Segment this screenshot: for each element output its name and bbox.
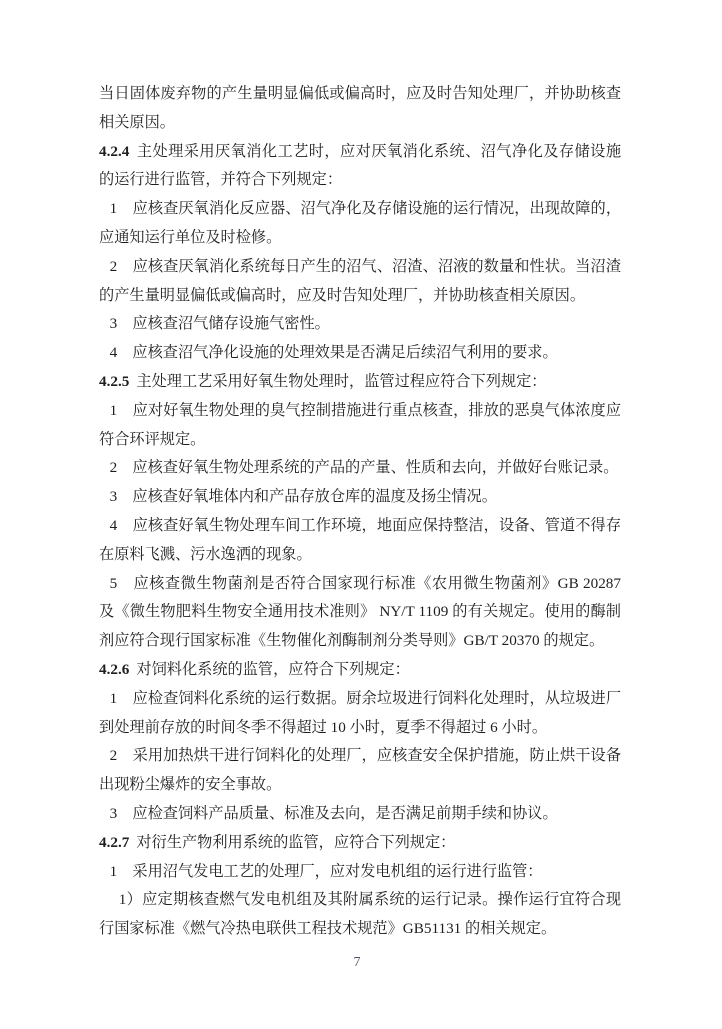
paragraph-text: 1 采用沼气发电工艺的处理厂，应对发电机组的运行进行监管： <box>109 862 543 880</box>
paragraph-text: 1 应核查厌氧消化反应器、沼气净化及存储设施的运行情况，出现故障的，应通知运行单位及时检修。 <box>99 200 621 246</box>
paragraph <box>99 397 621 455</box>
section-paragraph <box>99 368 621 397</box>
section-number: 4.2.6 <box>99 660 130 678</box>
paragraph-text: 2 应核查厌氧消化系统每日产生的沼气、沼渣、沼液的数量和性状。当沼渣的产生量明显偏低或偏高时，应及时告知处理厂，并协助核查相关原因。 <box>99 257 621 304</box>
paragraph <box>99 483 621 512</box>
paragraph-text: 2 应核查好氧生物处理系统的产品的产量、性质和去向，并做好台账记录。 <box>109 459 619 477</box>
paragraph <box>99 80 621 138</box>
paragraph-text: 当日固体废弃物的产生量明显偏低或偏高时，应及时告知处理厂，并协助核查相关原因。 <box>99 85 621 131</box>
page-number: 7 <box>353 955 361 970</box>
paragraph <box>99 570 621 656</box>
paragraph <box>99 512 621 570</box>
section-number: 4.2.7 <box>99 833 130 851</box>
paragraph <box>99 742 621 800</box>
paragraph <box>99 195 621 253</box>
paragraph <box>99 454 621 483</box>
section-number: 4.2.5 <box>99 372 130 390</box>
paragraph-text: 主处理工艺采用好氧生物处理时，监管过程应符合下列规定： <box>136 372 547 390</box>
paragraph-text: 3 应检查饲料产品质量、标准及去向，是否满足前期手续和协议。 <box>109 804 558 822</box>
paragraph <box>99 339 621 368</box>
paragraph <box>99 310 621 339</box>
paragraph-text: 3 应核查好氧堆体内和产品存放仓库的温度及扬尘情况。 <box>109 488 497 506</box>
section-paragraph <box>99 138 621 196</box>
paragraph <box>99 253 621 311</box>
section-number: 4.2.4 <box>99 142 130 160</box>
paragraph <box>99 858 621 887</box>
section-paragraph <box>99 656 621 685</box>
paragraph <box>99 685 621 743</box>
paragraph-text: 1 应对好氧生物处理的臭气控制措施进行重点核查，排放的恶臭气体浓度应符合环评规定。 <box>99 401 621 448</box>
paragraph-text: 3 应核查沼气储存设施气密性。 <box>109 315 330 333</box>
paragraph <box>99 886 621 944</box>
paragraph-text: 主处理采用厌氧消化工艺时，应对厌氧消化系统、沼气净化及存储设施的运行进行监管，并符合下列规定： <box>99 142 621 189</box>
paragraph <box>99 800 621 829</box>
paragraph-text: 4 应核查好氧生物处理车间工作环境，地面应保持整洁，设备、管道不得存在原料飞溅、污水逸洒的现象。 <box>99 516 621 563</box>
paragraph-text: 5 应核查微生物菌剂是否符合国家现行标准《农用微生物菌剂》GB 20287 及《微生物肥料生物安全通用技术准则》 NY/T 1109 的有关规定。使用的酶制剂应符合现行国家标准《生物催化剂酶制剂分类导则》GB/T 20370 的规定。 <box>99 574 621 650</box>
section-paragraph <box>99 829 621 858</box>
paragraph-text: 对衍生产物利用系统的监管，应符合下列规定： <box>136 833 456 851</box>
document-body <box>99 80 621 944</box>
paragraph-text: 4 应核查沼气净化设施的处理效果是否满足后续沼气利用的要求。 <box>109 344 558 362</box>
paragraph-text: 1 应检查饲料化系统的运行数据。厨余垃圾进行饲料化处理时，从垃圾进厂到处理前存放的时间冬季不得超过 10 小时，夏季不得超过 6 小时。 <box>99 689 621 736</box>
paragraph-text: 1）应定期核查燃气发电机组及其附属系统的运行记录。操作运行宜符合现行国家标准《燃气冷热电联供工程技术规范》GB51131 的相关规定。 <box>99 891 621 938</box>
paragraph-text: 2 采用加热烘干进行饲料化的处理厂，应核查安全保护措施，防止烘干设备出现粉尘爆炸的安全事故。 <box>99 747 621 794</box>
paragraph-text: 对饲料化系统的监管，应符合下列规定： <box>136 660 410 678</box>
